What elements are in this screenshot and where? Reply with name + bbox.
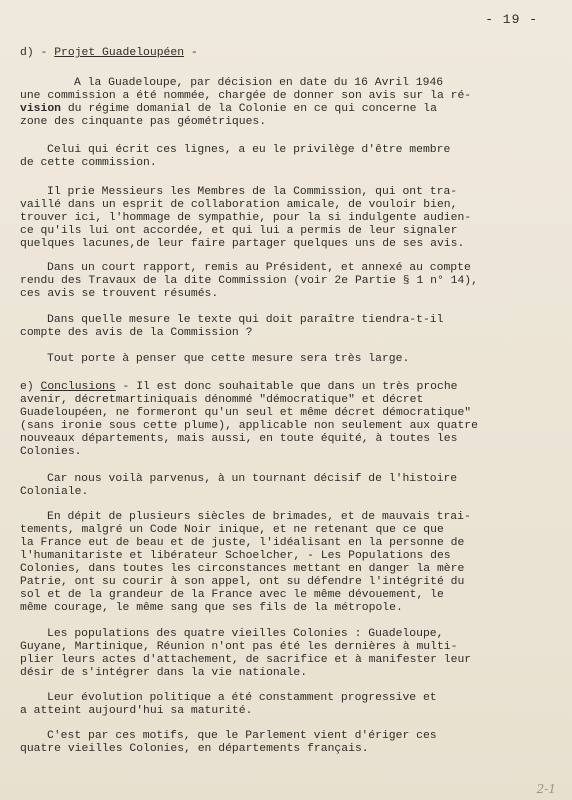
- text-line: Car nous voilà parvenus, à un tournant décisif de l'histoire: [47, 473, 458, 485]
- section-d-title: Projet Guadeloupéen: [54, 47, 185, 59]
- text-line: rendu des Travaux de la dite Commission (voir 2e Partie § 1 n° 14),: [20, 275, 478, 287]
- section-e-title: Conclusions: [40, 381, 116, 393]
- section-d-label: d) -: [20, 47, 55, 59]
- text-line: Colonies, dans toutes les circonstances mettant en danger la mère: [20, 563, 465, 575]
- section-e-label: e): [20, 381, 41, 393]
- section-e-text: - Il est donc souhaitable que dans un très proche: [115, 381, 458, 393]
- text-line: de cette commission.: [20, 157, 157, 169]
- text-line: une commission a été nommée, chargée de donner son avis sur la ré-: [20, 90, 472, 102]
- text-line: Patrie, ont su courir à son appel, ont su défendre l'intégrité du: [20, 576, 465, 588]
- text-line: avenir, décretmartiniquais dénommé "démocratique" et décret: [20, 394, 424, 406]
- corner-mark: 2-1: [536, 782, 556, 796]
- text-line: sol et de la grandeur de la France avec le même dévouement, le: [20, 589, 444, 601]
- section-d-dash: -: [184, 47, 198, 59]
- text-line: l'humanitariste et libérateur Schoelcher, - Les Populations des: [20, 550, 451, 562]
- text-line: [20, 103, 437, 116]
- text-line: quatre vieilles Colonies, en départements français.: [20, 743, 369, 755]
- text-line: même courage, le même sang que ses fils de la métropole.: [20, 602, 403, 614]
- text-line: C'est par ces motifs, que le Parlement vient d'ériger ces: [47, 730, 437, 742]
- text-fragment: du régime domanial de la Colonie en ce qui concerne la: [61, 103, 437, 115]
- text-line: Guadeloupéen, ne formeront qu'un seul et même décret démocratique": [20, 407, 472, 419]
- section-heading-e: [20, 381, 458, 394]
- text-line: tements, malgré un Code Noir inique, et ne retenant que ce que: [20, 524, 444, 536]
- text-line: vaillé dans un esprit de collaboration amicale, de vouloir bien,: [20, 199, 458, 211]
- text-line: Colonies.: [20, 446, 82, 458]
- text-line: compte des avis de la Commission ?: [20, 327, 253, 339]
- text-line: (sans ironie sous cette plume), applicable non seulement aux quatre: [20, 420, 478, 432]
- text-line: nouveaux départements, mais aussi, en toute équité, à toutes les: [20, 433, 458, 445]
- text-line: Coloniale.: [20, 486, 89, 498]
- text-line: trouver ici, l'hommage de sympathie, pour la si indulgente audien-: [20, 212, 472, 224]
- text-line: Il prie Messieurs les Membres de la Commission, qui ont tra-: [47, 186, 458, 198]
- text-line: Guyane, Martinique, Réunion n'ont pas été les dernières à multi-: [20, 641, 458, 653]
- text-line: Leur évolution politique a été constamment progressive et: [47, 692, 437, 704]
- text-line: En dépit de plusieurs siècles de brimades, et de mauvais trai-: [47, 511, 471, 523]
- text-line: désir de s'intégrer dans la vie nationale.: [20, 667, 308, 679]
- text-line: Dans un court rapport, remis au Président, et annexé au compte: [47, 262, 471, 274]
- text-line: la France eut de beau et de juste, l'idéalisant en la personne de: [20, 537, 465, 549]
- text-line: quelques lacunes,de leur faire partager quelques uns de ses avis.: [20, 238, 465, 250]
- text-fragment: vision: [20, 103, 62, 115]
- text-line: Dans quelle mesure le texte qui doit paraître tiendra-t-il: [47, 314, 444, 326]
- section-heading-d: [20, 47, 198, 60]
- text-line: Celui qui écrit ces lignes, a eu le privilège d'être membre: [47, 144, 451, 156]
- text-line: zone des cinquante pas géométriques.: [20, 116, 267, 128]
- text-line: A la Guadeloupe, par décision en date du 16 Avril 1946: [74, 77, 444, 89]
- page-number: - 19 -: [485, 12, 538, 27]
- text-line: ce qu'ils lui ont accordée, et qui lui a permis de leur signaler: [20, 225, 458, 237]
- text-line: a atteint aujourd'hui sa maturité.: [20, 705, 253, 717]
- text-line: Les populations des quatre vieilles Colonies : Guadeloupe,: [47, 628, 444, 640]
- text-line: ces avis se trouvent résumés.: [20, 288, 219, 300]
- text-line: Tout porte à penser que cette mesure sera très large.: [47, 353, 410, 365]
- text-line: plier leurs actes d'attachement, de sacrifice et à manifester leur: [20, 654, 472, 666]
